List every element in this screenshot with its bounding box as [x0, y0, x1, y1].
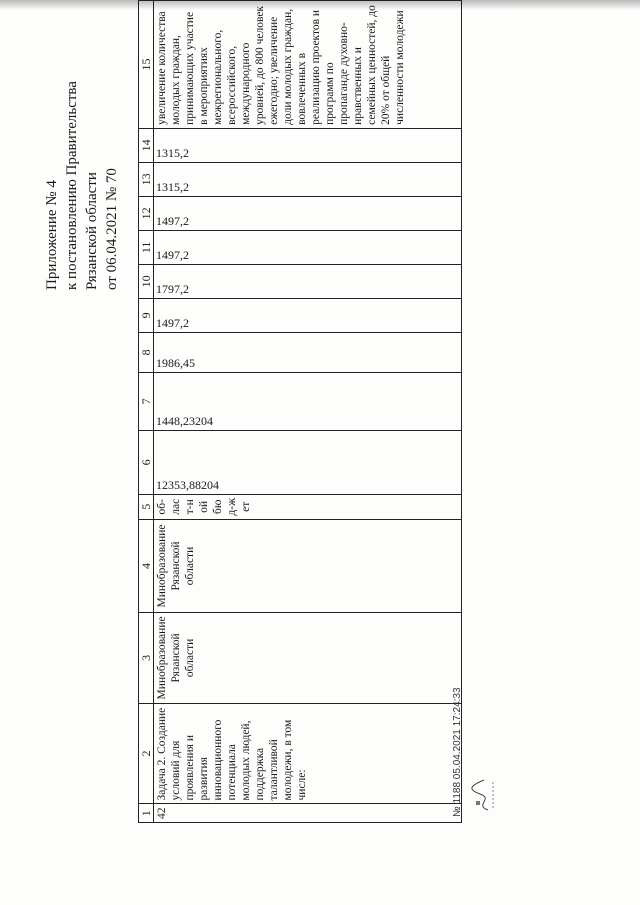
table-row — [154, 1, 462, 823]
col-number-12: 12 — [139, 196, 154, 230]
amount-year-1: 1448,23204 — [154, 372, 462, 430]
amount-year-2: 1986,45 — [154, 332, 462, 372]
appendix-number: Приложение № 4 — [44, 180, 60, 290]
col-number-2: 2 — [139, 703, 154, 804]
amount-year-4: 1797,2 — [154, 264, 462, 298]
col-number-11: 11 — [139, 230, 154, 264]
amount-year-7: 1315,2 — [154, 162, 462, 196]
col-number-3: 3 — [139, 613, 154, 703]
col-number-6: 6 — [139, 430, 154, 494]
row-number: 42 — [154, 804, 462, 823]
program-table — [138, 0, 462, 823]
col-number-7: 7 — [139, 372, 154, 430]
appendix-header — [42, 20, 122, 290]
amount-year-8: 1315,2 — [154, 128, 462, 162]
col-number-1: 1 — [139, 804, 154, 823]
amount-year-3: 1497,2 — [154, 298, 462, 332]
resolution-date: от 06.04.2021 № 70 — [104, 168, 120, 290]
amount-total: 12353,88204 — [154, 430, 462, 494]
responsible-executor: Минобразование Рязанской области — [154, 613, 462, 703]
funding-source: об-ласт-ной бюд-жет — [154, 494, 462, 519]
column-number-row — [139, 1, 154, 823]
signature-seal-icon — [468, 777, 498, 813]
col-number-4: 4 — [139, 519, 154, 613]
funding-recipient: Минобразование Рязанской области — [154, 519, 462, 613]
registration-stamp: № 1188 05.04.2021 17:24:33 — [452, 687, 463, 817]
col-number-9: 9 — [139, 298, 154, 332]
col-number-13: 13 — [139, 162, 154, 196]
amount-year-5: 1497,2 — [154, 230, 462, 264]
expected-results: увеличение количества молодых граждан, принимающих участие в мероприятиях межрегионального, всероссийского, международного уровней, до 800 человек ежегодно; увеличение доли молодых граждан, вовлеченных в реализацию проектов и программ по пропаганде духовно-нравственных и семейных ценностей, до 20% от общей численности молодежи — [154, 1, 462, 129]
col-number-10: 10 — [139, 264, 154, 298]
amount-year-6: 1497,2 — [154, 196, 462, 230]
col-number-14: 14 — [139, 128, 154, 162]
col-number-5: 5 — [139, 494, 154, 519]
resolution-reference: к постановлению Правительства — [64, 81, 80, 290]
col-number-15: 15 — [139, 1, 154, 129]
col-number-8: 8 — [139, 332, 154, 372]
task-description: Задача 2. Создание условий для проявления и развития инновационного потенциала молодых людей, поддержка талантливой молодежи, в том числе: — [154, 703, 462, 804]
region-name: Рязанской области — [84, 172, 100, 290]
